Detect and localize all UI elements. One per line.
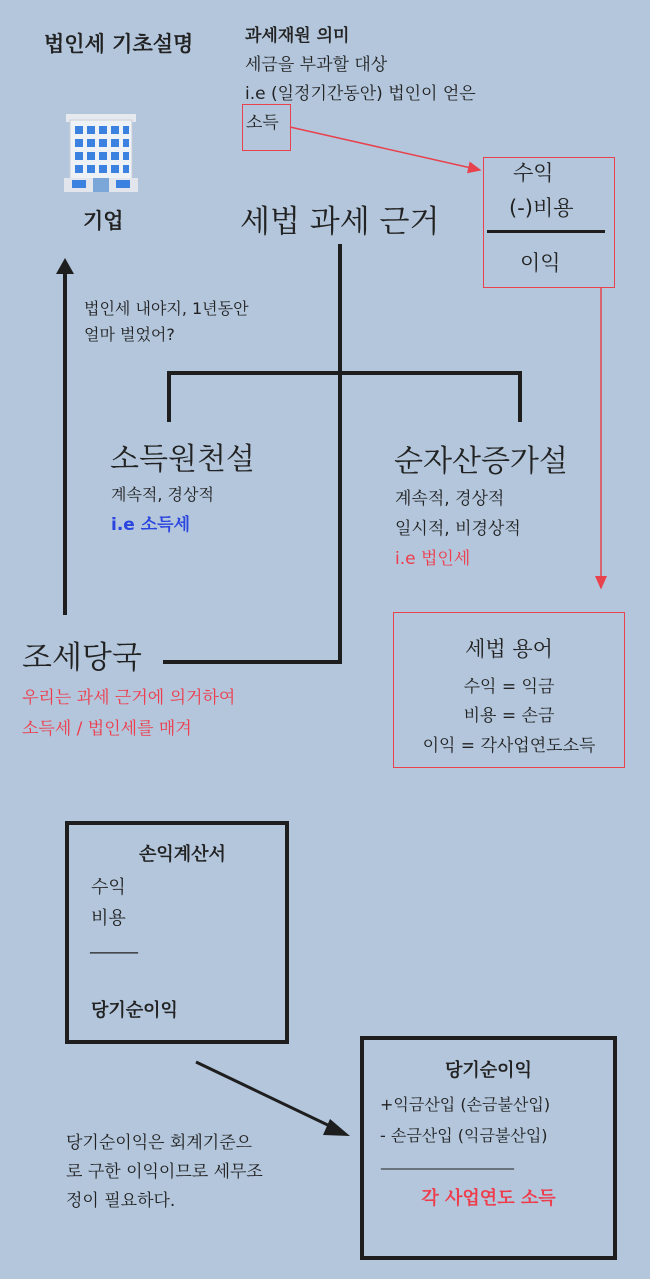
tax-adjustment-divider: ______________________ xyxy=(381,1154,513,1170)
tax-adjustment-result: 각 사업연도 소득 xyxy=(421,1188,556,1209)
meaning-income: 소득 xyxy=(246,113,279,133)
tax-terms-line-2: 비용 = 손금 xyxy=(463,706,555,726)
income-statement-title: 손익계산서 xyxy=(139,844,226,865)
income-box-revenue: 수익 xyxy=(513,161,554,185)
authority-to-company-arrowhead xyxy=(56,258,74,274)
question-line-1: 법인세 내야지, 1년동안 xyxy=(84,299,249,318)
company-label: 기업 xyxy=(83,209,124,233)
statement-to-adjustment-arrowhead xyxy=(323,1119,350,1136)
income-statement-expense: 비용 xyxy=(91,908,126,929)
tax-adjustment-plus: +익금산입 (손금불산입) xyxy=(380,1095,551,1114)
office-building-icon xyxy=(62,110,140,194)
income-statement-net-income: 당기순이익 xyxy=(91,1000,178,1021)
authority-note-2: 소득세 / 법인세를 매겨 xyxy=(22,719,192,739)
net-asset-theory-title: 순자산증가설 xyxy=(394,444,568,479)
income-statement-revenue: 수익 xyxy=(91,877,126,898)
adjustment-note-line-2: 로 구한 이익이므로 세무조 xyxy=(66,1162,263,1182)
source-theory-title: 소득원천설 xyxy=(110,442,255,477)
question-line-2: 얼마 벌었어? xyxy=(84,325,175,344)
income-link-arrow xyxy=(290,127,480,170)
authority-note-1: 우리는 과세 근거에 의거하여 xyxy=(22,688,236,708)
statement-to-adjustment-arrow xyxy=(196,1062,334,1128)
tax-adjustment-minus: - 손금산입 (익금불산입) xyxy=(380,1126,548,1145)
tax-terms-line-3: 이익 = 각사업연도소득 xyxy=(422,736,596,756)
tax-terms-title: 세법 용어 xyxy=(465,637,553,661)
income-statement-divider: ——— xyxy=(89,942,137,963)
adjustment-note-line-1: 당기순이익은 회계기준으 xyxy=(66,1133,253,1153)
income-box-expense: (-)비용 xyxy=(509,196,574,220)
meaning-line-1: 세금을 부과할 대상 xyxy=(245,55,388,75)
meaning-title: 과세재원 의미 xyxy=(245,26,350,46)
meaning-line-2: i.e (일정기간동안) 법인이 얻은 xyxy=(245,84,476,104)
page-title: 법인세 기초설명 xyxy=(44,32,194,56)
income-box-profit: 이익 xyxy=(520,251,561,275)
net-asset-theory-desc-1: 계속적, 경상적 xyxy=(395,489,505,509)
tax-adjustment-title: 당기순이익 xyxy=(445,1060,532,1081)
source-theory-desc: 계속적, 경상적 xyxy=(111,485,214,504)
tax-basis-title: 세법 과세 근거 xyxy=(240,204,440,240)
authority-title: 조세당국 xyxy=(22,640,142,676)
tax-terms-line-1: 수익 = 익금 xyxy=(463,677,555,697)
net-asset-theory-desc-2: 일시적, 비경상적 xyxy=(395,519,521,539)
adjustment-note-line-3: 정이 필요하다. xyxy=(66,1191,176,1211)
net-asset-theory-example: i.e 법인세 xyxy=(395,549,471,569)
income-box-divider xyxy=(487,230,605,233)
source-theory-example: i.e 소득세 xyxy=(111,515,190,535)
